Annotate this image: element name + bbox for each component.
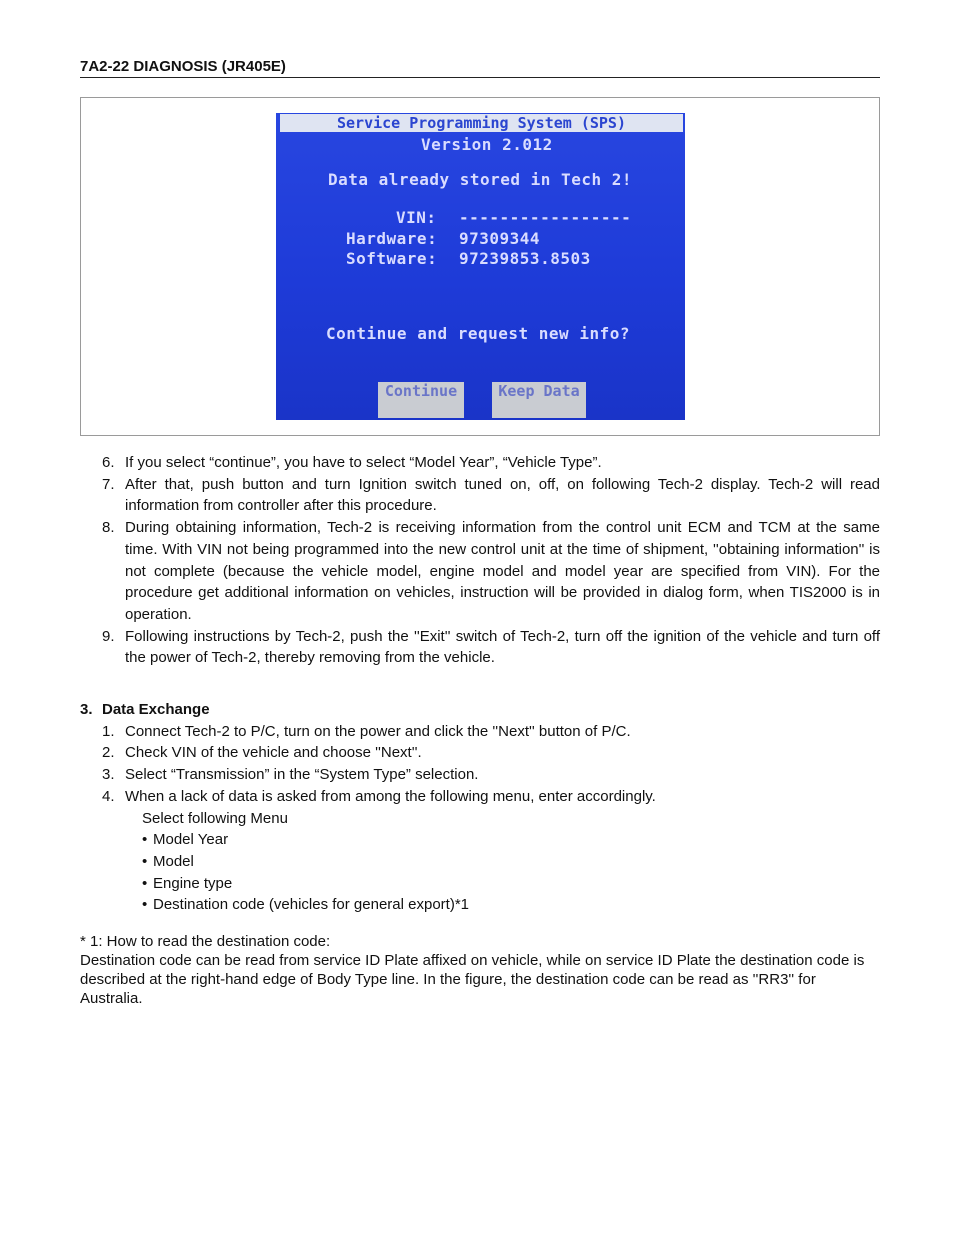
screen-vin-label: VIN: bbox=[396, 208, 437, 227]
screen-hardware-value: 97309344 bbox=[459, 229, 541, 248]
menu-item: • Model Year bbox=[142, 829, 880, 851]
section-title: 3. Data Exchange bbox=[80, 701, 210, 719]
screen-vin-value: ----------------- bbox=[459, 208, 632, 227]
list-item: 3. Select “Transmission” in the “System Type” selection. bbox=[102, 766, 479, 784]
menu-item: • Model bbox=[142, 851, 880, 873]
list-item: 4. When a lack of data is asked from among the following menu, enter accordingly. bbox=[102, 787, 656, 805]
screen-version: Version 2.012 bbox=[421, 135, 553, 154]
bullet-icon: • bbox=[142, 852, 148, 870]
screen-software-value: 97239853.8503 bbox=[459, 249, 591, 268]
bullet-icon: • bbox=[142, 896, 148, 914]
menu-item: • Destination code (vehicles for general export)*1 bbox=[142, 894, 880, 916]
keep-data-button[interactable]: Keep Data bbox=[492, 382, 586, 418]
screen-message: Data already stored in Tech 2! bbox=[328, 170, 632, 189]
list-item: 6. If you select “continue”, you have to select “Model Year”, “Vehicle Type”. bbox=[102, 454, 602, 471]
list-item: 9. Following instructions by Tech-2, push the ''Exit'' switch of Tech-2, turn off the ignition of the vehicle and turn off the power of Tech-2, thereby removing from the vehicle. bbox=[102, 627, 880, 667]
page-header: 7A2-22 DIAGNOSIS (JR405E) bbox=[80, 58, 880, 78]
screen-title: Service Programming System (SPS) bbox=[280, 114, 683, 132]
screen-prompt: Continue and request new info? bbox=[326, 324, 630, 343]
bullet-icon: • bbox=[142, 874, 148, 892]
tech2-screen bbox=[276, 113, 685, 420]
menu-item: • Engine type bbox=[142, 873, 880, 895]
screenshot-figure bbox=[80, 97, 880, 436]
list-item: 2. Check VIN of the vehicle and choose ''Next''. bbox=[102, 744, 422, 762]
screen-software-label: Software: bbox=[346, 249, 438, 268]
bullet-icon: • bbox=[142, 831, 148, 849]
list-item: 7. After that, push button and turn Ignition switch tuned on, off, on following Tech-2 display. Tech-2 will read information from controller after this procedure. bbox=[102, 475, 880, 515]
list-item: 8. During obtaining information, Tech-2 is receiving information from the control unit ECM and TCM at the same time. With VIN not being programmed into the new control unit at the time of shipment, ''obtaining information'' is not complete (because the vehicle model, engine model and model year are specified from VIN). For the procedure get additional information on vehicles, instruction will be provided in dialog form, when TIS2000 is in operation. bbox=[102, 519, 880, 623]
section-data-exchange bbox=[80, 699, 880, 916]
steps-part1 bbox=[80, 452, 880, 669]
footnote-heading: * 1: How to read the destination code: bbox=[80, 933, 331, 951]
list-item: 1. Connect Tech-2 to P/C, turn on the power and click the ''Next'' button of P/C. bbox=[102, 722, 631, 740]
screen-hardware-label: Hardware: bbox=[346, 229, 438, 248]
footnote-body: Destination code can be read from service ID Plate affixed on vehicle, while on service ID Plate the destination code is described at the right-hand edge of Body Type line. In the figure, the destination code can be read as ''RR3'' for Australia. bbox=[80, 952, 865, 1008]
continue-button[interactable]: Continue bbox=[378, 382, 464, 418]
menu-list bbox=[80, 808, 880, 917]
steps-part2 bbox=[80, 721, 880, 808]
document-body bbox=[80, 452, 880, 1008]
footnote bbox=[80, 932, 880, 1008]
menu-intro: Select following Menu bbox=[142, 809, 288, 827]
